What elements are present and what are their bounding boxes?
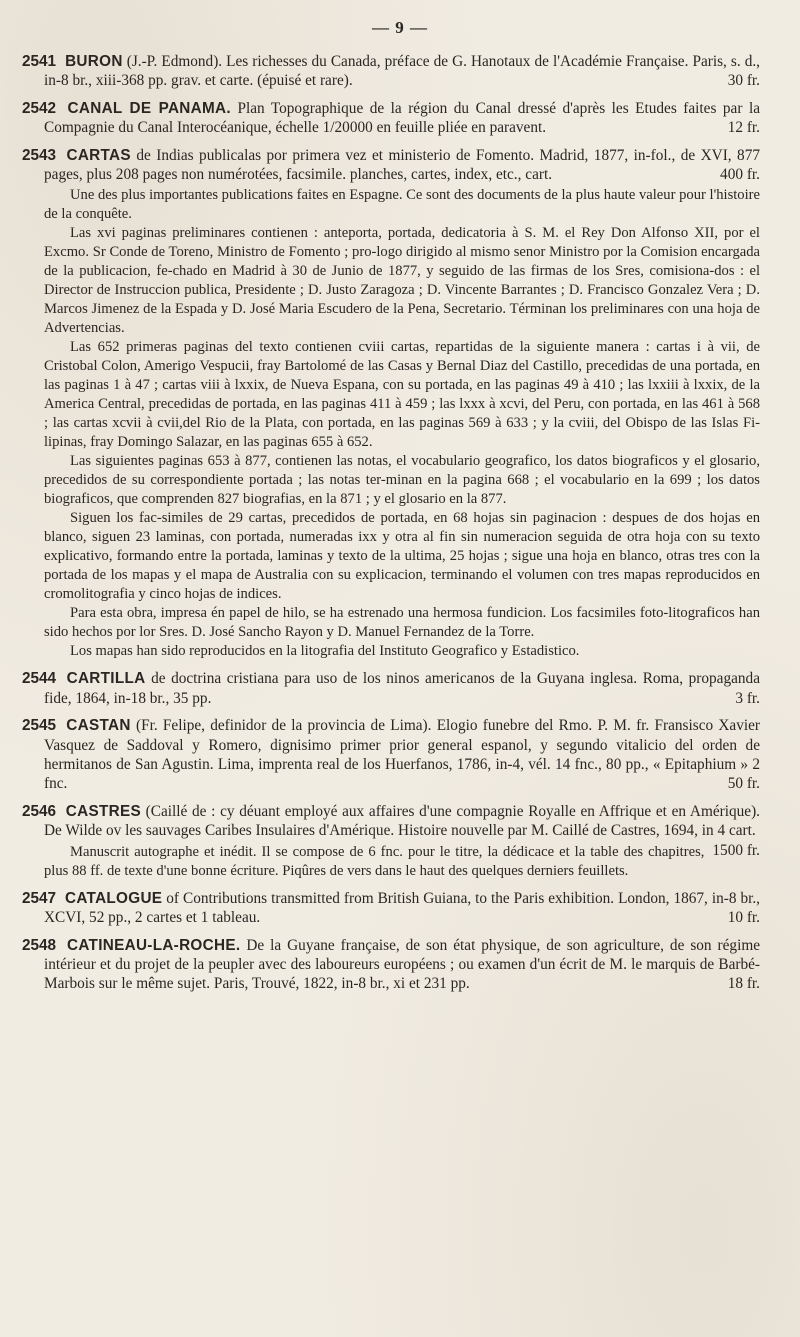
catalogue-entry xyxy=(22,146,760,185)
lot-number: 2542 xyxy=(22,99,57,117)
entry-note: Une des plus importantes publications faites en Espagne. Ce sont des documents de la plus haute valeur pour l'histoire de la conquête. xyxy=(44,187,760,223)
entry-author: CASTRES xyxy=(65,802,141,820)
catalogue-entry xyxy=(22,889,760,928)
catalogue-entry xyxy=(22,716,760,794)
entry-note: Las xvi paginas preliminares contienen : anteporta, portada, dedicatoria à S. M. el Rey Don Alfonso XII, por el Excmo. Sr Conde de Toreno, Ministro de Fomento ; pro-logo dirigido al mismo senor Ministro por la Comision encargada de la publicacion, fe-chado en Madrid à 30 de Junio de 1877, y seguido de las firmas de los Sres, comisiona-dos : el Director de Instruccion publica, Presidente ; D. Justo Zaragoza ; D. Vincente Barrantes ; D. Francisco Gonzalez Vera ; D. Marcos Jimenez de la Espada y D. José Maria Escudero de la Pena, Secretario. Términan los preliminares con una hoja de Advertencias. xyxy=(44,225,760,337)
entry-description: of Contributions transmitted from British Guiana, to the Paris exhibition. London, 1867, in-8 br., XCVI, 52 pp., 2 cartes et 1 tableau. xyxy=(44,889,760,927)
entry-list xyxy=(22,52,760,994)
entry-author: CARTILLA xyxy=(66,670,146,688)
entry-note: Manuscrit autographe et inédit. Il se compose de 6 fnc. pour le titre, la dédicace et la table des chapitres, plus 88 ff. de texte d'une bonne écriture. Piqûres de vers dans le haut des quelques derniers feuillets. xyxy=(44,843,705,879)
entry-price: 12 fr. xyxy=(727,119,760,137)
entry-price: 10 fr. xyxy=(727,909,760,927)
lot-number: 2543 xyxy=(22,146,57,164)
entry-price: 400 fr. xyxy=(720,166,760,184)
entry-price: 50 fr. xyxy=(727,775,760,793)
entry-description: Plan Topographique de la région du Canal dressé d'après les Etudes faites par la Compagnie du Canal Interocéanique, échelle 1/20000 en feuille pliée en paravent. xyxy=(44,99,760,137)
entry-author: CATINEAU-LA-ROCHE. xyxy=(67,936,241,954)
lot-number: 2544 xyxy=(22,670,57,688)
lot-number: 2546 xyxy=(22,802,57,820)
catalogue-entry xyxy=(22,52,760,91)
entry-author: BURON xyxy=(65,53,123,70)
entry-price: 18 fr. xyxy=(727,975,760,993)
catalogue-entry xyxy=(22,669,760,708)
entry-author: CANAL DE PANAMA. xyxy=(67,99,231,117)
entry-note: Las siguientes paginas 653 à 877, contienen las notas, el vocabulario geografico, los datos biograficos y el glosario, precedidos de su correspondiente portada ; las notas ter-minan en la pagina 668 ; el vocabulario en la 699 ; los datos biograficos, que comprenden 827 biografias, en la 871 ; y el glosario en la 877. xyxy=(44,453,760,508)
entry-price: 1500 fr. xyxy=(712,841,760,859)
entry-description: (J.-P. Edmond). Les richesses du Canada, préface de G. Hanotaux de l'Académie Française. Paris, s. d., in-8 br., xiii-368 pp. grav. et carte. (épuisé et rare). xyxy=(44,53,761,90)
entry-description: de Indias publicalas por primera vez et ministerio de Fomento. Madrid, 1877, in-fol., de XVI, 877 pages, plus 208 pages non numérotées, facsimile. planches, cartes, index, etc., cart. xyxy=(44,146,761,184)
catalogue-entry xyxy=(22,802,761,859)
entry-note: Los mapas han sido reproducidos en la litografia del Instituto Geografico y Estadistico. xyxy=(70,643,580,660)
lot-number: 2548 xyxy=(22,936,57,954)
entry-price: 3 fr. xyxy=(735,689,760,707)
entry-author: CARTAS xyxy=(66,146,131,164)
entry-note: Siguen los fac-similes de 29 cartas, precedidos de portada, en 68 hojas sin paginacion : despues de dos hojas en blanco, siguen 23 laminas, con portada, numeradas ixx y otra al fin sin numeracion seguida de otra hoja con su texto explicativo, formando entre la portada, laminas y texto de la ultima, 25 hojas ; sigue una hoja en blanco, otras tres con la portada de los mapas y el mapa de Australia con su explicacion, terminando el volumen con tres mapas reproducidos en cromolitografia y cinco hojas de indices. xyxy=(44,510,760,603)
page-number: — 9 — xyxy=(372,18,428,37)
lot-number: 2547 xyxy=(22,889,57,907)
entry-author: CATALOGUE xyxy=(65,889,163,907)
lot-number: 2545 xyxy=(22,717,57,735)
entry-description: de doctrina cristiana para uso de los ninos americanos de la Guyana inglesa. Roma, propaganda fide, 1864, in-18 br., 35 pp. xyxy=(44,670,760,707)
entry-note: Las 652 primeras paginas del texto contienen cviii cartas, repartidas de la siguiente manera : cartas i à vii, de Cristobal Colon, Amerigo Vespucii, fray Bartolomé de las Casas y Bernal Diaz del Castillo, precedidas de una portada, en las paginas 1 à 47 ; cartas viii à lxxix, de Nueva Espana, con su portada, en las paginas 49 à 410 ; las lxxiii à lxxix, de la America Central, precedidas de portada, en las paginas 411 à 459 ; las lxxx à xcvi, del Peru, con portada, en las 461 à 568 ; las cartas xcvii à cvii,del Rio de la Plata, con portada, en las paginas 569 à 633 ; y la cviii, del Obispo de las Islas Fi-lipinas, fray Domingo Salazar, en las paginas 655 à 652. xyxy=(44,339,760,451)
entry-note: Para esta obra, impresa én papel de hilo, se ha estrenado una hermosa fundicion. Los facsimiles foto-litograficos han sido hechos por lor Sres. D. José Sancho Rayon y D. Manuel Fernandez de la Torre. xyxy=(44,605,760,641)
entry-description: De la Guyane française, de son état physique, de son agriculture, de son régime intérieur et du projet de la peupler avec des laboureurs européens ; ou examen d'un écrit de M. le marquis de Barbé-Marbois sur le même sujet. Paris, Trouvé, 1822, in-8 br., xi et 231 pp. xyxy=(44,936,761,993)
lot-number: 2541 xyxy=(22,53,57,70)
entry-price: 30 fr. xyxy=(727,72,760,90)
catalogue-entry xyxy=(22,936,760,994)
catalogue-entry xyxy=(22,99,760,138)
entry-author: CASTAN xyxy=(66,717,131,735)
entry-description: (Fr. Felipe, definidor de la provincia de Lima). Elogio funebre del Rmo. P. M. fr. Fransisco Xavier Vasquez de Saddoval y Romero, dignisimo primer prior general espanol, y segundo vitalicio del orden de hermitanos de San Agustin. Lima, imprenta real de los Huerfanos, 1786, in-4, vél. 14 fnc., 80 pp., « Epitaphium » 2 fnc. xyxy=(44,717,761,793)
entry-description: (Caillé de : cy déuant employé aux affaires d'une compagnie Royalle en Affrique et en Amérique). De Wilde ov les sauvages Caribes Insulaires d'Amérique. Histoire nouvelle par M. Caillé de Castres, 1694, in 4 cart. xyxy=(44,802,761,840)
